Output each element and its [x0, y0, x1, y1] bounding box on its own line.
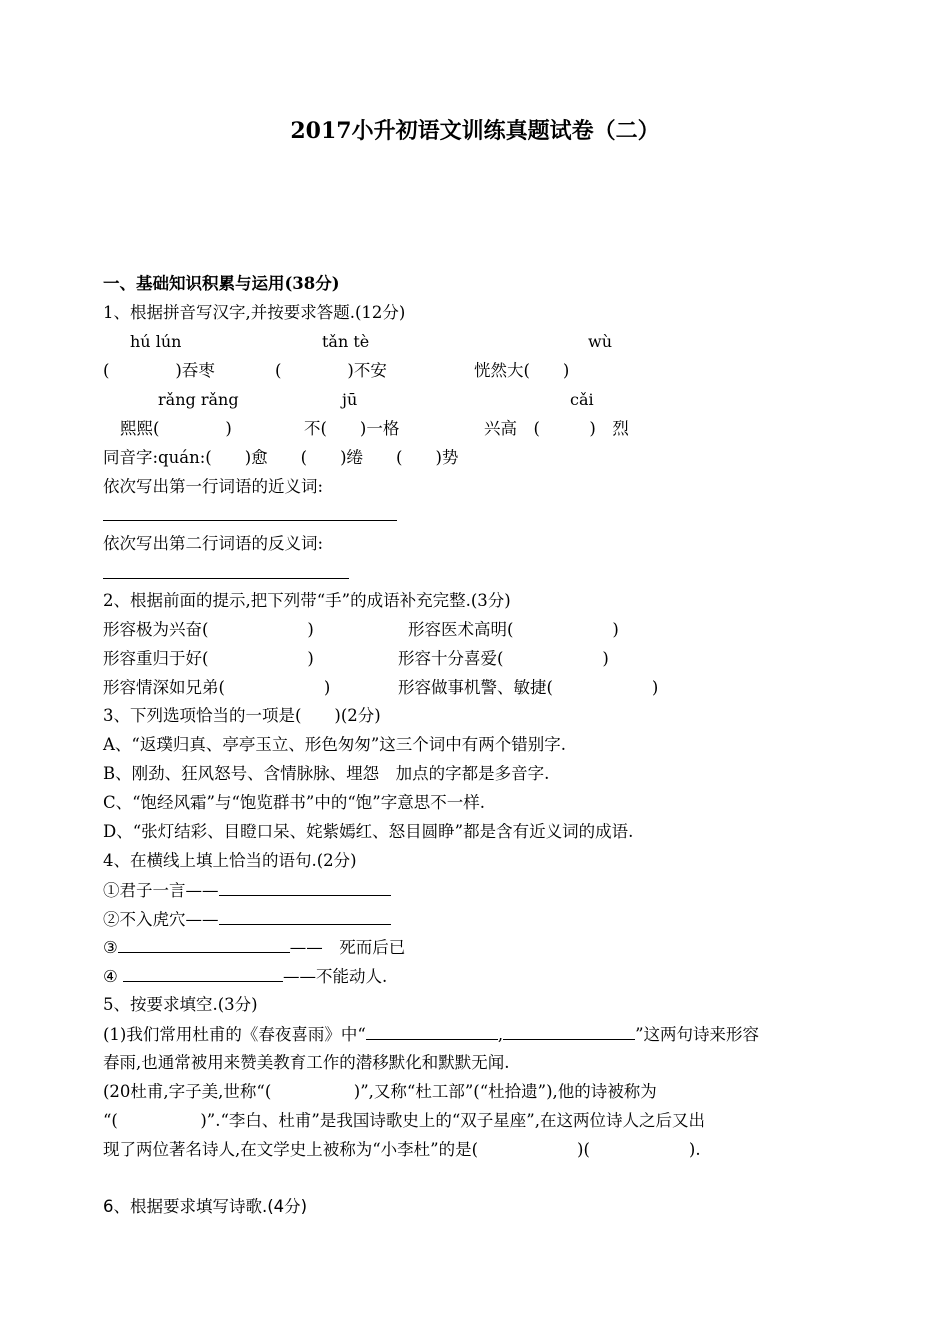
answer-blank[interactable]: [219, 879, 391, 896]
poem-blank-1[interactable]: [366, 1023, 498, 1040]
idiom-blank-2[interactable]: 形容医术高明( ): [408, 620, 619, 639]
idiom-blank-3[interactable]: 形容重归于好( ): [103, 649, 314, 668]
q5-para2-line2[interactable]: “( )”.“李白、杜甫”是我国诗歌史上的“双子星座”,在这两位诗人之后又出: [103, 1111, 705, 1130]
q5-para2-line3[interactable]: 现了两位著名诗人,在文学史上被称为“小李杜”的是( )( ).: [103, 1140, 701, 1159]
q4-item-3: ③ —— 死而后已: [103, 938, 406, 957]
answer-blank[interactable]: [219, 908, 391, 925]
q6-prompt: 6、根据要求填写诗歌.(4分): [103, 1197, 308, 1216]
q4-item-2: ②不入虎穴——: [103, 908, 391, 931]
idiom-blank-5[interactable]: 形容情深如兄弟( ): [103, 678, 331, 697]
pinyin-wu: wù: [588, 332, 612, 351]
blank-word-1[interactable]: ( )吞枣: [103, 361, 215, 380]
pinyin-hulun: hú lún: [130, 332, 182, 351]
page-title: 2017小升初语文训练真题试卷（二）: [290, 118, 660, 144]
q2-prompt: 2、根据前面的提示,把下列带“手”的成语补充完整.(3分): [103, 591, 511, 610]
blank-word-4[interactable]: 熙熙( ): [120, 419, 232, 438]
antonym-prompt: 依次写出第二行词语的反义词:: [103, 534, 324, 553]
blank-word-5[interactable]: 不( )一格: [304, 419, 400, 438]
poem-blank-2[interactable]: [503, 1023, 635, 1040]
q3-option-d: D、“张灯结彩、目瞪口呆、姹紫嫣红、怒目圆睁”都是含有近义词的成语.: [103, 822, 634, 841]
idiom-blank-4[interactable]: 形容十分喜爱( ): [398, 649, 609, 668]
pinyin-ju: jū: [342, 390, 358, 409]
pinyin-rangrang: rǎng rǎng: [158, 390, 239, 409]
q5-prompt: 5、按要求填空.(3分): [103, 995, 258, 1014]
blank-word-2[interactable]: ( )不安: [275, 361, 387, 380]
q4-item-4: ④ ——不能动人.: [103, 967, 388, 986]
antonym-answer-line[interactable]: [103, 578, 349, 579]
section-heading: 一、基础知识积累与运用(38分): [103, 274, 340, 293]
q5-para1-line2: 春雨,也通常被用来赞美教育工作的潜移默化和默默无闻.: [103, 1053, 510, 1072]
answer-blank[interactable]: [118, 936, 290, 953]
idiom-blank-6[interactable]: 形容做事机警、敏捷( ): [398, 678, 659, 697]
pinyin-cai: cǎi: [570, 390, 594, 409]
q5-para1-line1: (1)我们常用杜甫的《春夜喜雨》中“ , ”这两句诗来形容: [103, 1025, 759, 1044]
q5-para2-line1[interactable]: (20杜甫,字子美,世称“( )”,又称“杜工部”(“杜拾遗”),他的诗被称为: [103, 1082, 657, 1101]
blank-word-6[interactable]: 兴高 ( ) 烈: [484, 419, 629, 438]
q3-option-b: B、刚劲、狂风怒号、含情脉脉、埋怨 加点的字都是多音字.: [103, 764, 550, 783]
q3-option-a: A、“返璞归真、亭亭玉立、形色匆匆”这三个词中有两个错别字.: [103, 735, 567, 754]
q4-item-1: ①君子一言——: [103, 879, 391, 902]
q1-prompt: 1、根据拼音写汉字,并按要求答题.(12分): [103, 303, 406, 322]
answer-blank[interactable]: [123, 965, 283, 982]
homophone-line[interactable]: 同音字:quán:( )愈 ( )绻 ( )势: [103, 448, 459, 467]
q3-option-c: C、“饱经风霜”与“饱览群书”中的“饱”字意思不一样.: [103, 793, 485, 812]
synonym-prompt: 依次写出第一行词语的近义词:: [103, 477, 324, 496]
pinyin-tante: tǎn tè: [322, 332, 370, 351]
q4-prompt: 4、在横线上填上恰当的语句.(2分): [103, 851, 357, 870]
idiom-blank-1[interactable]: 形容极为兴奋( ): [103, 620, 314, 639]
synonym-answer-line[interactable]: [103, 520, 397, 521]
blank-word-3[interactable]: 恍然大( ): [474, 361, 570, 380]
q3-prompt[interactable]: 3、下列选项恰当的一项是( )(2分): [103, 706, 381, 725]
